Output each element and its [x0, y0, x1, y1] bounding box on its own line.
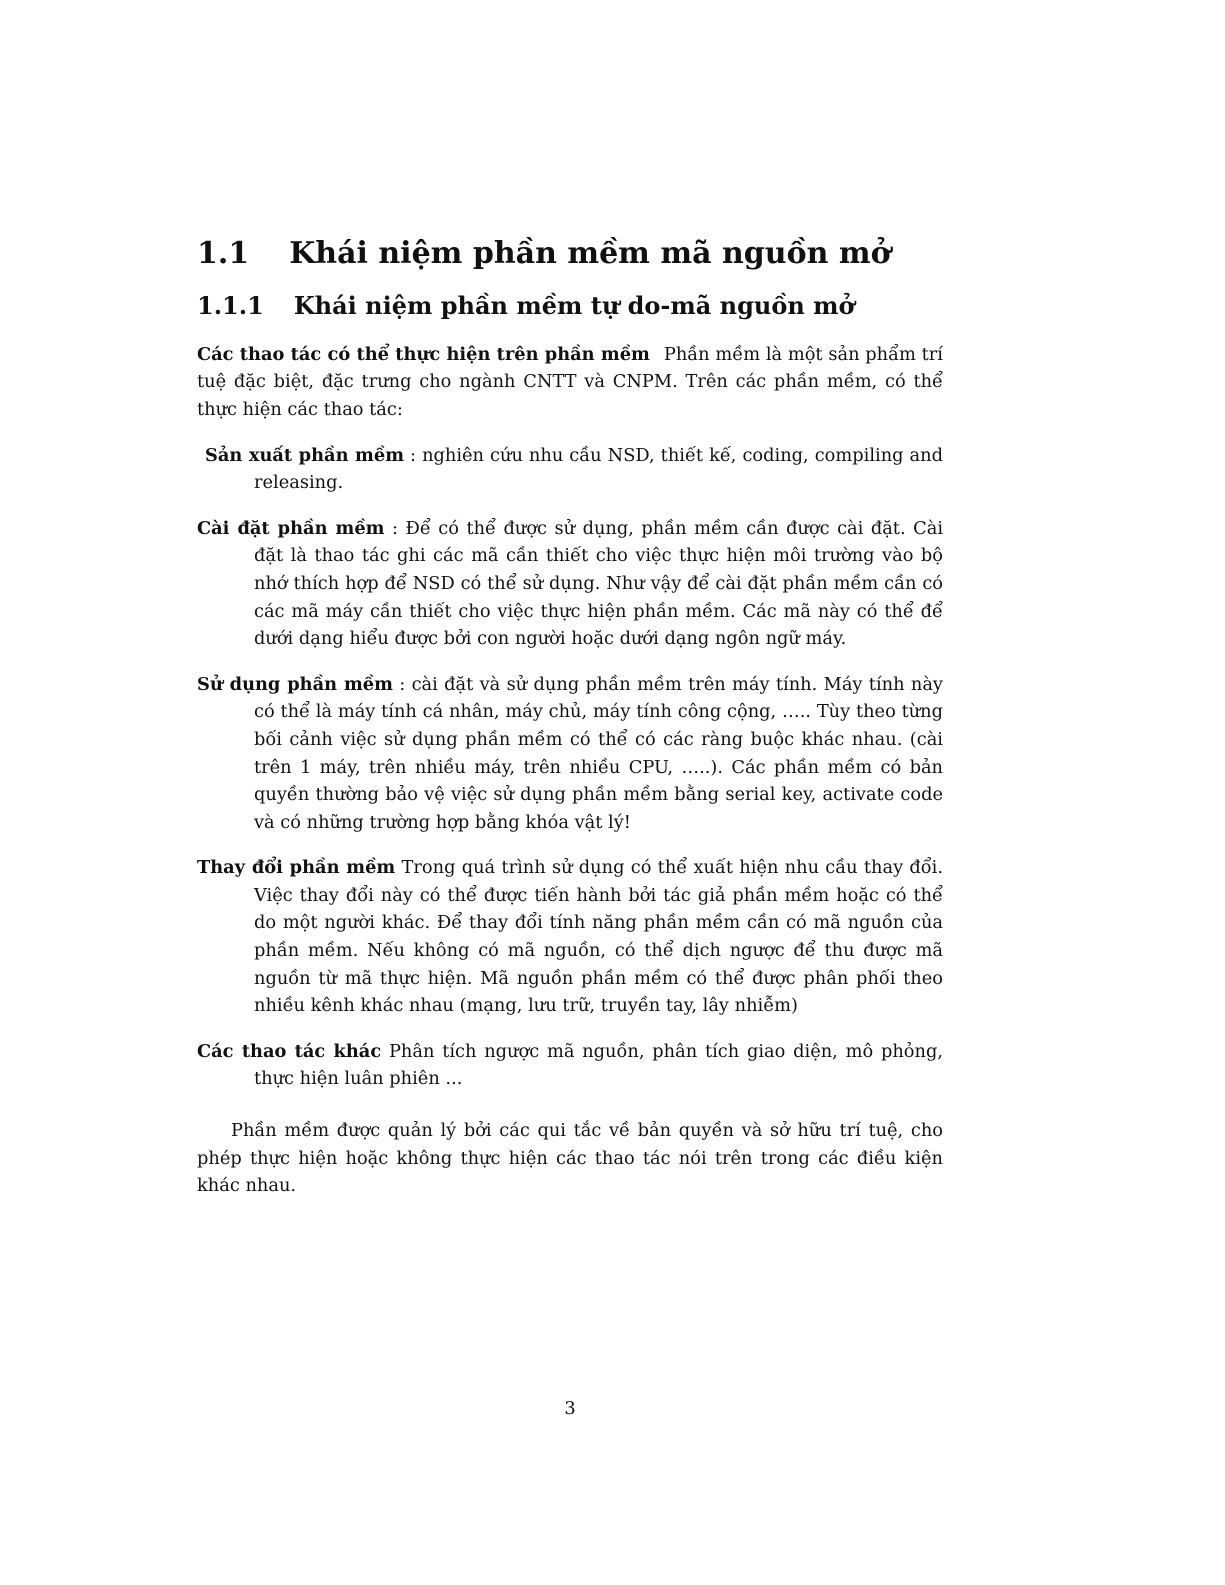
- item-term: Sản xuất phần mềm: [205, 444, 405, 466]
- page-content: [197, 236, 943, 1200]
- list-item: [197, 671, 943, 837]
- list-item: [197, 515, 943, 653]
- subsection-title: Khái niệm phần mềm tự do-mã nguồn mở: [293, 291, 855, 320]
- section-title: Khái niệm phần mềm mã nguồn mở: [289, 236, 891, 271]
- subsection-number: 1.1.1: [197, 291, 264, 320]
- item-text: Phân tích ngược mã nguồn, phân tích giao diện, mô phỏng, thực hiện luân phiên ...: [254, 1040, 943, 1090]
- item-term: Sử dụng phần mềm: [197, 673, 393, 695]
- item-text: Trong quá trình sử dụng có thể xuất hiện nhu cầu thay đổi. Việc thay đổi này có thể được tiến hành bởi tác giả phần mềm hoặc có thể do một người khác. Để thay đổi tính năng phần mềm cần có mã nguồn của phần mềm. Nếu không có mã nguồn, có thể dịch ngược để thu được mã nguồn từ mã thực hiện. Mã nguồn phần mềm có thể được phân phối theo nhiều kênh khác nhau (mạng, lưu trữ, truyền tay, lây nhiễm): [254, 857, 943, 1017]
- item-text: : nghiên cứu nhu cầu NSD, thiết kế, coding, compiling and releasing.: [254, 444, 943, 494]
- item-text: : Để có thể được sử dụng, phần mềm cần được cài đặt. Cài đặt là thao tác ghi các mã cần thiết cho việc thực hiện môi trường vào bộ nhớ thích hợp để NSD có thể sử dụng. Như vậy để cài đặt phần mềm cần có các mã máy cần thiết cho việc thực hiện phần mềm. Các mã này có thể để dưới dạng hiểu được bởi con người hoặc dưới dạng ngôn ngữ máy.: [254, 517, 944, 650]
- item-term: Cài đặt phần mềm: [197, 517, 385, 539]
- section-number: 1.1: [197, 236, 250, 271]
- section-heading: [197, 236, 943, 272]
- subsection-heading: [197, 292, 943, 321]
- intro-heading: Các thao tác có thể thực hiện trên phần mềm: [197, 343, 650, 365]
- item-text: : cài đặt và sử dụng phần mềm trên máy tính. Máy tính này có thể là máy tính cá nhân, máy chủ, máy tính công cộng, ….. Tùy theo từng bối cảnh việc sử dụng phần mềm có thể có các ràng buộc khác nhau. (cài trên 1 máy, trên nhiều máy, trên nhiều CPU, …..). Các phần mềm có bản quyền thường bảo vệ việc sử dụng phần mềm bằng serial key, activate code và có những trường hợp bằng khóa vật lý!: [254, 673, 943, 833]
- operations-list: [197, 442, 943, 1093]
- list-item: [197, 442, 943, 497]
- closing-paragraph: Phần mềm được quản lý bởi các qui tắc về bản quyền và sở hữu trí tuệ, cho phép thực hiện hoặc không thực hiện các thao tác nói trên trong các điều kiện khác nhau.: [197, 1120, 943, 1197]
- list-item: [197, 1038, 943, 1093]
- list-item: [197, 854, 943, 1020]
- page-number: 3: [564, 1398, 576, 1419]
- item-term: Các thao tác khác: [197, 1040, 382, 1062]
- intro-text: Phần mềm là một sản phẩm trí tuệ đặc biệt, đặc trưng cho ngành CNTT và CNPM. Trên các phần mềm, có thể thực hiện các thao tác:: [197, 343, 943, 420]
- item-term: Thay đổi phần mềm: [197, 857, 396, 879]
- intro-paragraph: [197, 341, 943, 424]
